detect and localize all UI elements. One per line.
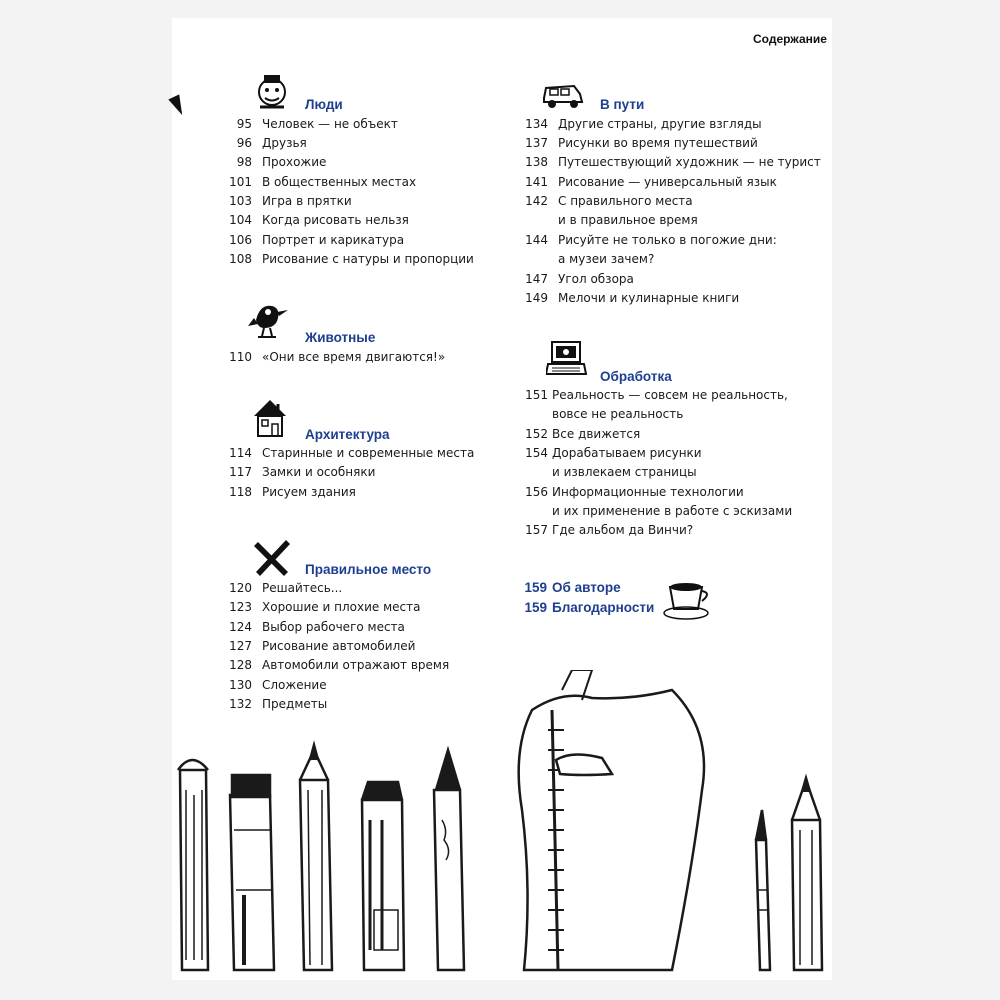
page-number: 134 bbox=[525, 117, 548, 131]
entry-title: Хорошие и плохие места bbox=[262, 600, 421, 614]
toc-entry-about-author[interactable] bbox=[523, 580, 621, 595]
entry-title: Предметы bbox=[262, 697, 328, 711]
page-number: 96 bbox=[236, 136, 252, 150]
laptop-doodle-icon bbox=[546, 340, 588, 380]
entry-title: вовсе не реальность bbox=[552, 407, 684, 421]
entry-title: Рисование автомобилей bbox=[262, 639, 416, 653]
face-doodle-icon bbox=[252, 72, 292, 112]
entry-title: «Они все время двигаются!» bbox=[262, 350, 446, 364]
entry-title: Рисуем здания bbox=[262, 485, 356, 499]
entry-title: Портрет и карикатура bbox=[262, 233, 405, 247]
page-number: 138 bbox=[525, 155, 548, 169]
entry-title: Сложение bbox=[262, 678, 327, 692]
page-number: 114 bbox=[229, 446, 252, 460]
page-number: 124 bbox=[229, 620, 252, 634]
toc-entry-acknowledgements[interactable] bbox=[523, 600, 654, 615]
page-number: 117 bbox=[229, 465, 252, 479]
entry-title: Дорабатываем рисунки bbox=[552, 446, 702, 460]
entry-title: и их применение в работе с эскизами bbox=[552, 504, 793, 518]
entry-title: Реальность — совсем не реальность, bbox=[552, 388, 788, 402]
page-number: 110 bbox=[229, 350, 252, 364]
entry-title: Благодарности bbox=[552, 600, 655, 615]
entry-title: В общественных местах bbox=[262, 175, 417, 189]
entry-title: С правильного места bbox=[558, 194, 693, 208]
entry-title: Об авторе bbox=[552, 580, 621, 595]
entry-title: Друзья bbox=[262, 136, 307, 150]
entry-title: Автомобили отражают время bbox=[262, 658, 450, 672]
page-number: 98 bbox=[236, 155, 252, 169]
page-number: 149 bbox=[525, 291, 548, 305]
page-number: 152 bbox=[525, 427, 548, 441]
drawing-tools-illustration bbox=[172, 670, 832, 980]
page-number: 159 bbox=[524, 580, 547, 595]
entry-title: Рисуйте не только в погожие дни: bbox=[558, 233, 777, 247]
entry-title: и в правильное время bbox=[558, 213, 698, 227]
page-number: 142 bbox=[525, 194, 548, 208]
section-title-animals: Животные bbox=[305, 330, 376, 345]
entry-title: Человек — не объект bbox=[262, 117, 398, 131]
page-number: 141 bbox=[525, 175, 548, 189]
section-title-people: Люди bbox=[305, 97, 343, 112]
entry-title: Рисунки во время путешествий bbox=[558, 136, 758, 150]
page-number: 104 bbox=[229, 213, 252, 227]
entry-title: Путешествующий художник — не турист bbox=[558, 155, 821, 169]
section-title-travel: В пути bbox=[600, 97, 645, 112]
page-number: 144 bbox=[525, 233, 548, 247]
page-number: 101 bbox=[229, 175, 252, 189]
page-number: 151 bbox=[525, 388, 548, 402]
entry-title: а музеи зачем? bbox=[558, 252, 655, 266]
page-number: 127 bbox=[229, 639, 252, 653]
house-doodle-icon bbox=[250, 396, 290, 440]
entry-title: Угол обзора bbox=[558, 272, 634, 286]
entry-title: Решайтесь... bbox=[262, 581, 343, 595]
section-title-architecture: Архитектура bbox=[305, 427, 390, 442]
page-number: 154 bbox=[525, 446, 548, 460]
entry-title: Рисование — универсальный язык bbox=[558, 175, 777, 189]
page-number: 147 bbox=[525, 272, 548, 286]
page-number: 156 bbox=[525, 485, 548, 499]
page-heading: Содержание bbox=[753, 32, 827, 46]
bird-doodle-icon bbox=[246, 298, 292, 340]
entry-title: Все движется bbox=[552, 427, 641, 441]
page-number: 157 bbox=[525, 523, 548, 537]
page-number: 118 bbox=[229, 485, 252, 499]
entry-title: Старинные и современные места bbox=[262, 446, 475, 460]
entry-title: Информационные технологии bbox=[552, 485, 744, 499]
page-number: 137 bbox=[525, 136, 548, 150]
entry-title: Мелочи и кулинарные книги bbox=[558, 291, 740, 305]
entry-title: Рисование с натуры и пропорции bbox=[262, 252, 474, 266]
page-number: 103 bbox=[229, 194, 252, 208]
page-number: 120 bbox=[229, 581, 252, 595]
page-number: 95 bbox=[236, 117, 252, 131]
entry-title: Прохожие bbox=[262, 155, 327, 169]
page-number: 123 bbox=[229, 600, 252, 614]
page-number: 132 bbox=[229, 697, 252, 711]
page-number: 130 bbox=[229, 678, 252, 692]
entry-title: и извлекаем страницы bbox=[552, 465, 697, 479]
page-number: 106 bbox=[229, 233, 252, 247]
coffee-cup-icon bbox=[662, 577, 714, 621]
section-title-processing: Обработка bbox=[600, 369, 672, 384]
car-doodle-icon bbox=[540, 80, 586, 110]
entry-title: Игра в прятки bbox=[262, 194, 352, 208]
page-number: 159 bbox=[524, 600, 547, 615]
entry-title: Когда рисовать нельзя bbox=[262, 213, 409, 227]
cross-mark-icon bbox=[252, 538, 292, 578]
entry-title: Другие страны, другие взгляды bbox=[558, 117, 762, 131]
page-number: 108 bbox=[229, 252, 252, 266]
section-title-right-place: Правильное место bbox=[305, 562, 432, 577]
entry-title: Где альбом да Винчи? bbox=[552, 523, 694, 537]
entry-title: Замки и особняки bbox=[262, 465, 376, 479]
entry-title: Выбор рабочего места bbox=[262, 620, 405, 634]
page-number: 128 bbox=[229, 658, 252, 672]
